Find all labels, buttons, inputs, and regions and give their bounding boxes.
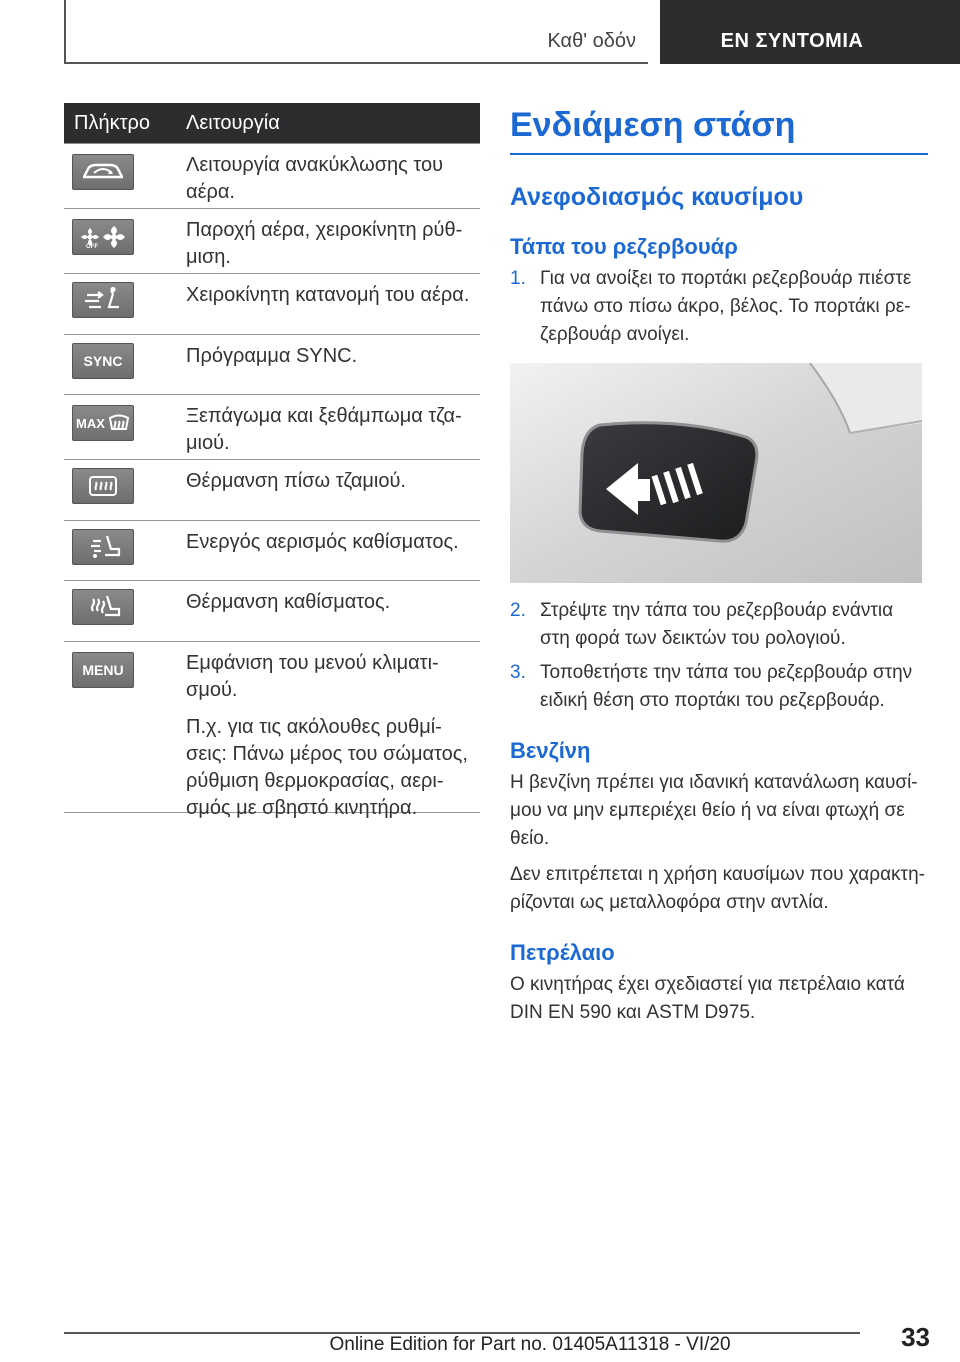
step-number: 1. — [510, 268, 526, 289]
fan-speed-icon — [72, 219, 134, 255]
page-number: 33 — [901, 1322, 930, 1352]
table-row — [64, 144, 480, 209]
table-row — [64, 460, 480, 521]
table-row — [64, 581, 480, 642]
row-description: Πρόγραμμα SYNC. — [186, 345, 358, 367]
section-heading: Ανεφοδιασμός καυσίμου — [510, 183, 804, 211]
step-text: Τοποθετήστε την τάπα του ρεζερβουάρ στην ειδική θέση στο πορτάκι του ρεζερβουάρ. — [540, 662, 913, 711]
row-description: Παροχή αέρα, χειροκίνητη ρύθ-μιση. — [186, 219, 463, 268]
table-row — [64, 642, 480, 819]
table-row — [64, 209, 480, 274]
seat-ventilation-icon — [72, 529, 134, 565]
header-chapter-label: ΕΝ ΣΥΝΤΟΜΙΑ — [720, 30, 864, 52]
seat-heating-icon — [72, 589, 134, 625]
row-description: Χειροκίνητη κατανομή του αέρα. — [186, 284, 470, 306]
table-header-key: Πλήκτρο — [74, 111, 150, 134]
table-header — [64, 103, 480, 144]
table-header-function: Λειτουργία — [186, 111, 280, 134]
row-description: Εμφάνιση του μενού κλιματι-σμού. — [186, 652, 439, 701]
row-description: Λειτουργία ανακύκλωσης του αέρα. — [186, 154, 444, 203]
header-section-title: Καθ' οδόν — [547, 30, 636, 52]
subsection-heading-petrol: Βενζίνη — [510, 738, 591, 763]
fuel-flap-photo — [510, 363, 922, 583]
diesel-paragraph: Ο κινητήρας έχει σχεδιαστεί για πετρέλαιο κατά DIN EN 590 και ASTM D975. — [510, 974, 905, 1023]
subsection-heading-fuel-cap: Τάπα του ρεζερβουάρ — [510, 234, 738, 259]
rear-window-heating-icon — [72, 468, 134, 504]
row-description: Ξεπάγωμα και ξεθάμπωμα τζα-μιού. — [186, 405, 462, 454]
table-row — [64, 521, 480, 581]
climate-buttons-table — [64, 103, 480, 819]
page-title: Ενδιάμεση στάση — [510, 103, 928, 155]
air-distribution-icon — [72, 282, 134, 318]
step-text: Στρέψτε την τάπα του ρεζερβουάρ ενάντια στη φορά των δεικτών του ρολογιού. — [540, 600, 894, 649]
table-row — [64, 335, 480, 395]
footer-edition: Online Edition for Part no. 01405A11318 - VI/20 — [329, 1334, 731, 1355]
svg-text:OFF: OFF — [86, 244, 98, 249]
header-chapter-tab — [660, 0, 960, 64]
step-text: Για να ανοίξει το πορτάκι ρεζερβουάρ πιέστε πάνω στο πίσω άκρο, βέλος. Το πορτάκι ρε-ζερβουάρ ανοίγει. — [540, 268, 912, 345]
table-row — [64, 395, 480, 460]
petrol-paragraph: Δεν επιτρέπεται η χρήση καυσίμων που χαρακτη-ρίζονται ως μεταλλοφόρα στην αντλία. — [510, 864, 925, 913]
list-item — [510, 265, 928, 349]
step-number: 2. — [510, 600, 526, 621]
step-number: 3. — [510, 662, 526, 683]
air-recirculation-icon — [72, 154, 134, 190]
list-item — [510, 659, 928, 715]
row-description-example: Π.χ. για τις ακόλουθες ρυθμί-σεις: Πάνω μέρος του σώματος, ρύθμιση θερμοκρασίας, αερι-σμός με σβηστό κινητήρα. — [186, 716, 468, 819]
max-defrost-icon — [72, 405, 134, 441]
table-row — [64, 274, 480, 335]
max-label: MAX — [76, 415, 105, 431]
right-column — [510, 103, 928, 1027]
row-description: Θέρμανση πίσω τζαμιού. — [186, 470, 406, 492]
subsection-heading-diesel: Πετρέλαιο — [510, 940, 615, 965]
petrol-paragraph: Η βενζίνη πρέπει για ιδανική κατανάλωση καυσί-μου να μην εμπεριέχει θείο ή να είναι φτωχή σε θείο. — [510, 772, 918, 849]
row-description: Ενεργός αερισμός καθίσματος. — [186, 531, 459, 553]
row-description: Θέρμανση καθίσματος. — [186, 591, 391, 613]
list-item — [510, 597, 928, 653]
sync-icon: SYNC — [72, 343, 134, 379]
menu-icon: MENU — [72, 652, 134, 688]
